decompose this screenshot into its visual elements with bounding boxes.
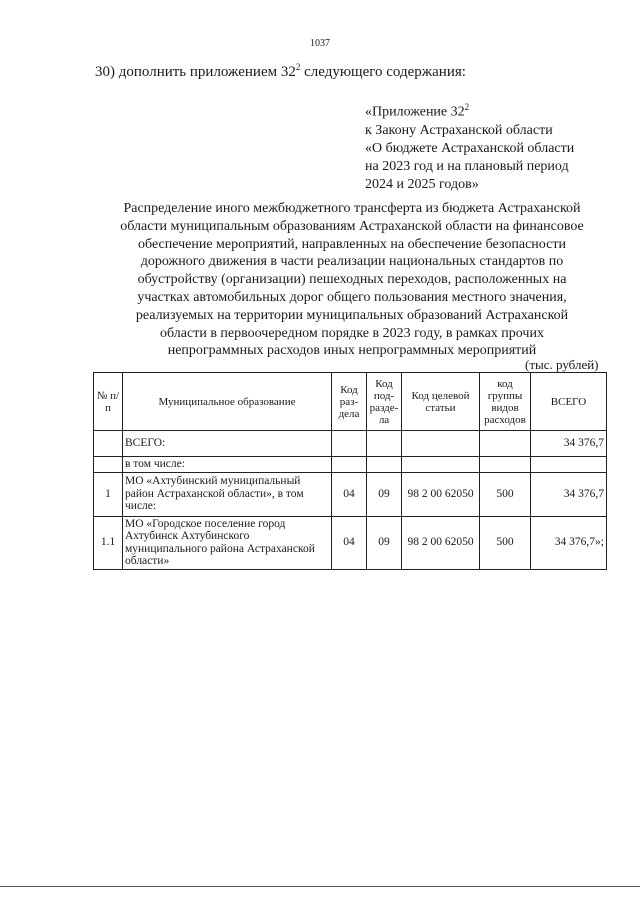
heading-line: обустройству (организации) пешеходных переходов, расположенных на — [137, 272, 567, 288]
cell-municipality: МО «Ахтубинский муниципальный район Астраханской области», в том числе: — [123, 472, 332, 516]
cell-number: 1 — [94, 472, 123, 516]
heading-line: участках автомобильных дорог общего пользования местного значения, — [137, 289, 567, 305]
header-section-code: Код раз-дела — [332, 373, 367, 431]
cell-subsection-code — [367, 431, 402, 457]
heading-line: обеспечение мероприятий, направленных на обеспечение безопасности — [138, 236, 566, 252]
header-target-article-code: Код целевой статьи — [402, 373, 480, 431]
heading-line: Распределение иного межбюджетного трансферта из бюджета Астраханской — [123, 201, 581, 216]
table-row — [94, 457, 607, 473]
heading-line: области муниципальным образованиям Астраханской области на финансовое — [120, 218, 584, 234]
cell-target-article-code — [402, 457, 480, 473]
cell-expense-group-code: 500 — [480, 472, 531, 516]
heading-line: непрограммных расходов иных непрограммных мероприятий — [167, 343, 537, 359]
cell-total: 34 376,7 — [531, 472, 607, 516]
header-number: № п/п — [94, 373, 123, 431]
appendix-line-3: «О бюджете Астраханской области — [365, 140, 575, 156]
cell-number: 1.1 — [94, 516, 123, 569]
table-row — [94, 431, 607, 457]
appendix-line-5: 2024 и 2025 годов» — [365, 176, 479, 192]
cell-total: 34 376,7»; — [531, 516, 607, 569]
heading-line: области в первоочередном порядке в 2023 году, в рамках прочих — [160, 325, 544, 341]
heading-line: реализуемых на территории муниципальных образований Астраханской — [135, 307, 569, 323]
cell-target-article-code: 98 2 00 62050 — [402, 516, 480, 569]
table-row — [94, 516, 607, 569]
appendix-title: «Приложение 32 — [365, 104, 465, 120]
amendment-intro — [95, 62, 466, 81]
cell-subsection-code — [367, 457, 402, 473]
cell-number — [94, 457, 123, 473]
header-municipality: Муниципальное образование — [123, 373, 332, 431]
cell-subsection-code: 09 — [367, 516, 402, 569]
page-bottom-rule — [0, 886, 640, 887]
distribution-table — [93, 372, 607, 570]
cell-section-code — [332, 431, 367, 457]
cell-total: 34 376,7 — [531, 431, 607, 457]
cell-target-article-code — [402, 431, 480, 457]
appendix-line-2: к Закону Астраханской области — [365, 122, 553, 138]
table-row — [94, 472, 607, 516]
cell-number — [94, 431, 123, 457]
cell-expense-group-code — [480, 457, 531, 473]
page-number: 1037 — [310, 38, 330, 49]
appendix-superscript: 2 — [464, 102, 470, 112]
cell-section-code: 04 — [332, 472, 367, 516]
intro-superscript: 2 — [295, 62, 301, 72]
cell-expense-group-code — [480, 431, 531, 457]
appendix-line-4: на 2023 год и на плановый период — [365, 158, 569, 174]
appendix-reference — [365, 98, 574, 194]
units-label: (тыс. рублей) — [525, 357, 599, 372]
intro-tail: следующего содержания: — [300, 64, 466, 80]
header-subsection-code: Код под-разде-ла — [367, 373, 402, 431]
cell-municipality: ВСЕГО: — [123, 431, 332, 457]
cell-section-code: 04 — [332, 516, 367, 569]
header-expense-group-code: код группы видов расходов — [480, 373, 531, 431]
cell-municipality: МО «Городское поселение город Ахтубинск Ахтубинского муниципального района Астраханской области» — [123, 516, 332, 569]
cell-subsection-code: 09 — [367, 472, 402, 516]
cell-section-code — [332, 457, 367, 473]
heading-line: дорожного движения в части реализации национальных стандартов по — [140, 254, 564, 270]
cell-expense-group-code: 500 — [480, 516, 531, 569]
cell-total — [531, 457, 607, 473]
cell-municipality: в том числе: — [123, 457, 332, 473]
cell-target-article-code: 98 2 00 62050 — [402, 472, 480, 516]
header-total: ВСЕГО — [531, 373, 607, 431]
intro-text: 30) дополнить приложением 32 — [95, 64, 296, 80]
document-heading — [96, 200, 608, 360]
table-header-row — [94, 373, 607, 431]
